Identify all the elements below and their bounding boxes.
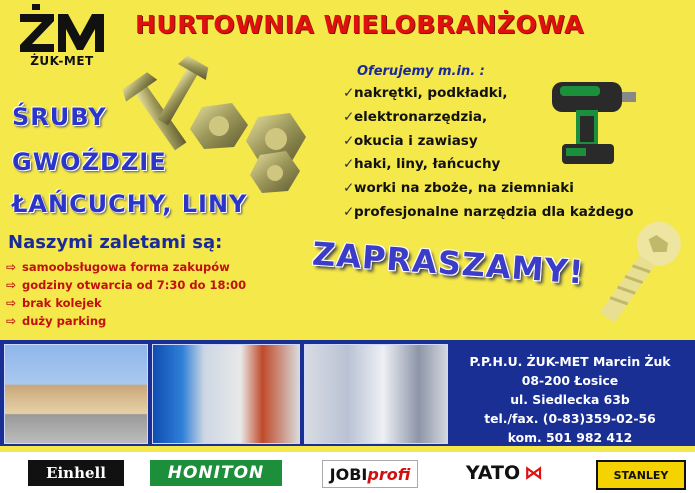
check-icon: ✓ xyxy=(343,203,355,220)
headline: HURTOWNIA WIELOBRANŻOWA xyxy=(135,10,585,39)
check-icon: ✓ xyxy=(343,180,355,197)
offer-item: ✓elektronarzędzia, xyxy=(343,106,634,130)
advantages-list xyxy=(6,258,246,330)
check-icon: ✓ xyxy=(343,156,355,173)
invitation-text: ZAPRASZAMY! xyxy=(311,234,586,292)
screw-icon xyxy=(580,215,695,335)
company-name: P.P.H.U. ŻUK-MET Marcin Żuk xyxy=(469,354,671,369)
offer-item: ✓profesjonalne narzędzia dla każdego xyxy=(343,201,634,225)
arrow-right-icon: ⇨ xyxy=(6,296,17,310)
category-screws: ŚRUBY xyxy=(12,103,107,131)
arrow-right-icon: ⇨ xyxy=(6,314,17,328)
check-icon: ✓ xyxy=(343,108,355,125)
brand-honiton: HONITON xyxy=(150,460,282,486)
check-icon: ✓ xyxy=(343,85,355,101)
offer-item: ✓nakrętki, podkładki, xyxy=(343,82,634,106)
category-chains-ropes: ŁAŃCUCHY, LINY xyxy=(12,190,248,218)
brand-yato: YATO ⋈ xyxy=(458,460,551,486)
warehouse-photo xyxy=(304,344,448,444)
logo-name: ŻUK-MET xyxy=(30,54,94,68)
category-nails: GWOŹDZIE xyxy=(12,148,167,176)
check-icon: ✓ xyxy=(343,132,355,149)
zukmet-monogram-icon xyxy=(18,4,108,54)
advantages-heading: Naszymi zaletami są: xyxy=(8,232,223,253)
mobile: kom. 501 982 412 xyxy=(507,430,633,445)
cordless-drill-icon xyxy=(540,72,640,172)
brand-einhell: Einhell xyxy=(28,460,124,486)
brand-strip xyxy=(0,452,695,493)
brand-stanley: STANLEY xyxy=(596,460,686,490)
arrow-right-icon: ⇨ xyxy=(6,278,17,292)
offer-heading: Oferujemy m.in. : xyxy=(357,64,485,79)
offer-item: ✓haki, liny, łańcuchy xyxy=(343,153,634,177)
yato-mark-icon: ⋈ xyxy=(524,462,544,484)
phone: tel./fax. (0-83)359-02-56 xyxy=(484,411,656,426)
advantage-item: ⇨ brak kolejek xyxy=(6,296,102,310)
advantage-item: ⇨ samoobsługowa forma zakupów xyxy=(6,260,230,274)
advantage-item: ⇨ godziny otwarcia od 7:30 do 18:00 xyxy=(6,278,247,292)
brand-jobi-profi: JOBI profi xyxy=(322,460,418,488)
city: 08-200 Łosice xyxy=(521,373,619,388)
shop-exterior-photo xyxy=(4,344,148,444)
offer-item: ✓worki na zboże, na ziemniaki xyxy=(343,177,634,201)
contact-info xyxy=(450,352,690,447)
logo xyxy=(12,4,112,70)
arrow-right-icon: ⇨ xyxy=(6,260,17,274)
shop-interior-photo xyxy=(152,344,300,444)
offer-item: ✓okucia i zawiasy xyxy=(343,130,634,154)
street: ul. Siedlecka 63b xyxy=(510,392,630,407)
advantage-item: ⇨ duży parking xyxy=(6,314,107,328)
